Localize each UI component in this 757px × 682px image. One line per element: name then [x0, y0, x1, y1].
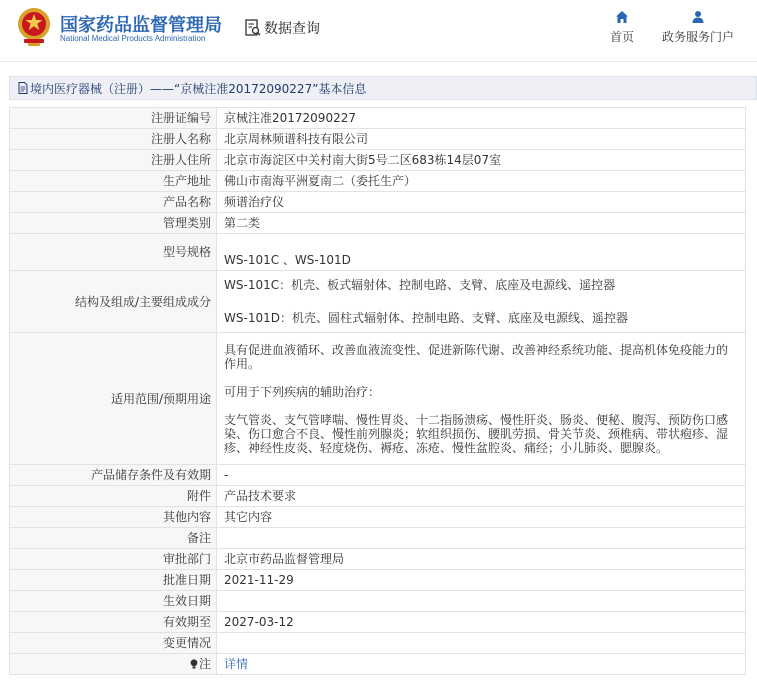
field-label: 注册人名称: [10, 129, 217, 150]
table-row: [10, 129, 746, 150]
nav-home-label: 首页: [609, 30, 634, 44]
usage-paragraph: 可用于下列疾病的辅助治疗：: [224, 384, 381, 399]
table-row: [10, 612, 746, 633]
field-label: 产品名称: [10, 192, 217, 213]
field-label: 管理类别: [10, 213, 217, 234]
table-row: [10, 333, 746, 465]
field-label: 注册人住所: [10, 150, 217, 171]
structure-line: WS-101C：机壳、板式辐射体、控制电路、支臂、底座及电源线、遥控器: [224, 278, 616, 292]
field-value: [217, 528, 746, 549]
field-label: 生产地址: [10, 171, 217, 192]
nav-portal-label: 政务服务门户: [661, 30, 734, 44]
field-value: 佛山市南海平洲夏南二（委托生产）: [217, 171, 746, 192]
table-row: [10, 549, 746, 570]
table-row: [10, 271, 746, 333]
table-row: [10, 465, 746, 486]
field-label: 适用范围/预期用途: [10, 333, 217, 465]
brand-name-cn[interactable]: 国家药品监督管理局: [60, 15, 222, 36]
table-row: [10, 591, 746, 612]
field-value: 其它内容: [217, 507, 746, 528]
field-label: 变更情况: [10, 633, 217, 654]
field-label: 其他内容: [10, 507, 217, 528]
field-label: [10, 654, 217, 675]
field-label: 生效日期: [10, 591, 217, 612]
device-info-table: [9, 107, 746, 675]
table-row: [10, 234, 746, 271]
section-title-bar: [9, 76, 757, 100]
field-value: [217, 271, 746, 333]
table-row: [10, 528, 746, 549]
field-value: [217, 591, 746, 612]
national-emblem-logo[interactable]: [16, 6, 52, 48]
field-value: [217, 333, 746, 465]
field-value: 产品技术要求: [217, 486, 746, 507]
field-value: 第二类: [217, 213, 746, 234]
table-row: [10, 108, 746, 129]
field-value: 频谱治疗仪: [217, 192, 746, 213]
field-value: 北京市药品监督管理局: [217, 549, 746, 570]
field-value: -: [217, 465, 746, 486]
table-row: [10, 633, 746, 654]
details-link[interactable]: 详情: [224, 657, 249, 671]
section-title: 境内医疗器械（注册）——“京械注准20172090227”基本信息: [30, 81, 367, 96]
field-value: WS-101C 、WS-101D: [217, 234, 746, 271]
field-value: [217, 654, 746, 675]
brand-name-en[interactable]: National Medical Products Administration: [60, 34, 206, 43]
table-row: [10, 507, 746, 528]
home-icon: [615, 10, 629, 24]
field-label: 有效期至: [10, 612, 217, 633]
note-label: 注: [198, 657, 211, 671]
field-label: 注册证编号: [10, 108, 217, 129]
field-label: 产品储存条件及有效期: [10, 465, 217, 486]
site-header: [0, 0, 757, 62]
nav-service-portal[interactable]: [658, 10, 738, 45]
table-row: [10, 654, 746, 675]
nav-home[interactable]: [607, 10, 637, 45]
table-row: [10, 150, 746, 171]
field-value: 北京市海淀区中关村南大街5号二区683栋14层07室: [217, 150, 746, 171]
table-row: [10, 213, 746, 234]
field-label: 批准日期: [10, 570, 217, 591]
field-value: 2027-03-12: [217, 612, 746, 633]
field-label: 备注: [10, 528, 217, 549]
field-label: 附件: [10, 486, 217, 507]
data-query-link[interactable]: [245, 17, 320, 39]
field-value: 2021-11-29: [217, 570, 746, 591]
usage-paragraph: 具有促进血液循环、改善血液流变性、促进新陈代谢、改善神经系统功能、提高机体免疫能力的作用。: [224, 342, 729, 371]
field-value: [217, 633, 746, 654]
field-label: 审批部门: [10, 549, 217, 570]
field-value: 京械注准20172090227: [217, 108, 746, 129]
user-icon: [691, 10, 705, 24]
document-icon: [18, 82, 28, 94]
table-row: [10, 171, 746, 192]
note-icon: [190, 659, 198, 669]
usage-paragraph: 支气管炎、支气管哮喘、慢性胃炎、十二指肠溃疡、慢性肝炎、肠炎、便秘、腹泻、预防伤口感染、伤口愈合不良、慢性前列腺炎；软组织损伤、腰肌劳损、骨关节炎、颈椎病、带状疱疹、湿疹、神经性皮炎、轻度烧伤、褥疮、冻疮、慢性盆腔炎、痛经；小儿肺炎、腮腺炎。: [224, 412, 729, 455]
search-document-icon: [245, 19, 261, 37]
data-query-label: 数据查询: [264, 21, 320, 37]
table-row: [10, 192, 746, 213]
table-row: [10, 486, 746, 507]
field-label: 型号规格: [10, 234, 217, 271]
field-label: 结构及组成/主要组成成分: [10, 271, 217, 333]
structure-line: WS-101D：机壳、圆柱式辐射体、控制电路、支臂、底座及电源线、遥控器: [224, 311, 628, 325]
table-row: [10, 570, 746, 591]
field-value: 北京周林频谱科技有限公司: [217, 129, 746, 150]
